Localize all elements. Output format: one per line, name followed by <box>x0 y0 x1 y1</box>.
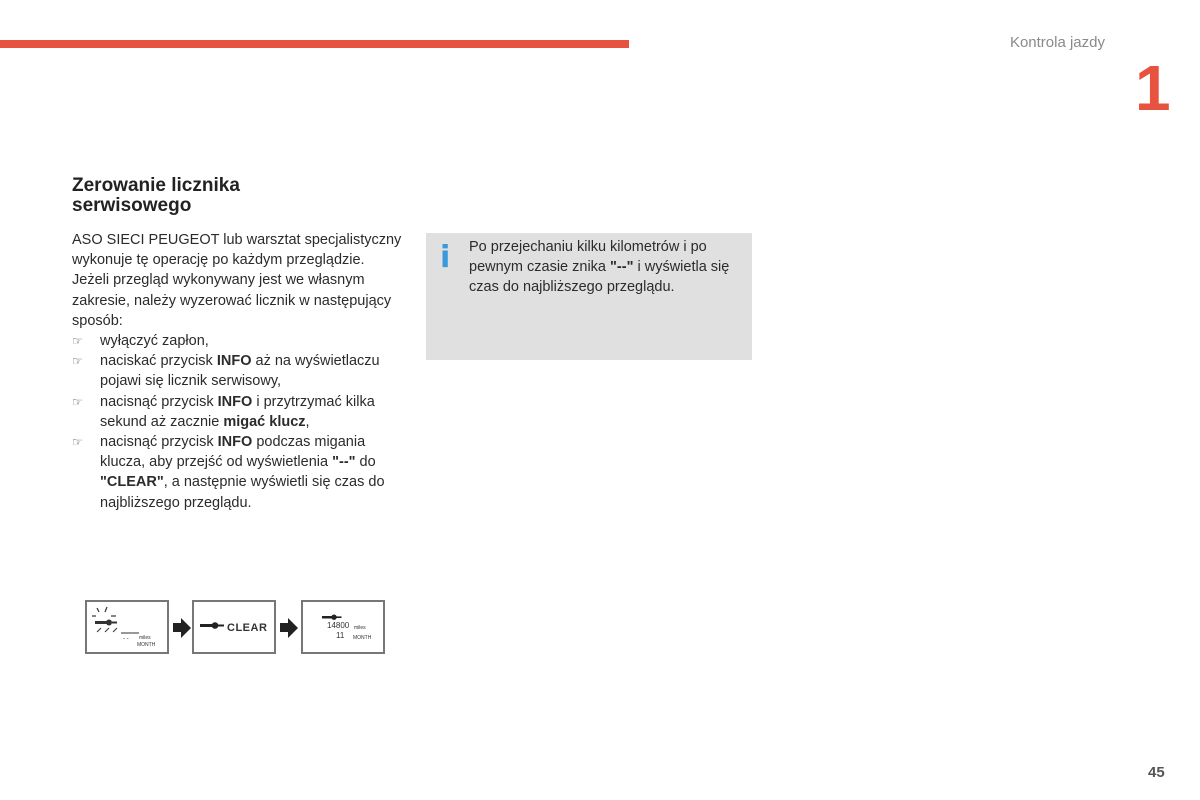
section-title-line2: serwisowego <box>72 195 192 216</box>
unit-miles: miles <box>139 635 151 641</box>
chapter-number: 1 <box>1135 52 1171 124</box>
step-text: do <box>355 454 376 471</box>
step-item <box>72 331 402 351</box>
step-text: , <box>305 413 310 430</box>
step-item <box>72 351 402 391</box>
pointing-hand-icon: ☞ <box>72 334 83 349</box>
unit-miles: miles <box>354 625 366 631</box>
step-bold: INFO <box>216 353 252 370</box>
step-item <box>72 432 402 513</box>
step-bold: INFO <box>217 434 253 451</box>
info-text-part: i wyświetla się czas do najbliższego przeglądu. <box>469 259 730 296</box>
steps-list <box>72 331 402 513</box>
step-item <box>72 392 402 432</box>
months-value: 11 <box>336 631 345 640</box>
info-text <box>469 237 739 298</box>
step-text: i przytrzymać kilka sekund aż zacznie <box>100 393 375 430</box>
chapter-label: Kontrola jazdy <box>1009 34 1105 51</box>
page-number: 45 <box>1148 764 1165 781</box>
pointing-hand-icon: ☞ <box>72 354 83 369</box>
step-text: wyłączyć zapłon, <box>100 333 209 350</box>
step-bold: migać klucz <box>223 413 306 430</box>
display-panel-clear <box>192 600 276 654</box>
info-icon: i <box>440 240 451 275</box>
step-text: podczas migania klucza, aby przejść od wyświetlenia <box>100 434 366 471</box>
step-text: nacisnąć przycisk <box>100 434 218 451</box>
step-bold: INFO <box>217 393 253 410</box>
step-text: nacisnąć przycisk <box>100 393 218 410</box>
header-accent-bar <box>0 40 629 48</box>
display-panel-next-service <box>301 600 385 654</box>
step-text: naciskać przycisk <box>100 353 217 370</box>
section-title <box>72 176 372 216</box>
pointing-hand-icon: ☞ <box>72 435 83 450</box>
intro-paragraph: ASO SIECI PEUGEOT lub warsztat specjalistyczny wykonuje tę operację po każdym przeglądzie. <box>72 232 402 269</box>
dashes-text: - - <box>123 636 129 642</box>
pointing-hand-icon: ☞ <box>72 394 83 409</box>
section-title-line1: Zerowanie licznika <box>72 175 240 196</box>
wrench-icon <box>198 602 228 652</box>
info-text-bold: "--" <box>610 259 634 276</box>
distance-value: 14800 <box>327 621 350 630</box>
display-sequence-diagram <box>85 600 390 660</box>
clear-text: CLEAR <box>227 622 268 634</box>
step-text: aż na wyświetlaczu pojawi się licznik serwisowy, <box>100 353 380 390</box>
unit-month: MONTH <box>137 642 156 648</box>
intro-paragraph: Jeżeli przegląd wykonywany jest we własnym zakresie, należy wyzerować licznik w następujący sposób: <box>72 272 392 329</box>
section-body <box>72 230 402 513</box>
info-text-part: Po przejechaniu kilku kilometrów i po pewnym czasie znika <box>469 239 707 276</box>
info-box <box>426 233 752 360</box>
display-panel-flashing-wrench <box>85 600 169 654</box>
step-bold: "CLEAR" <box>100 474 164 491</box>
unit-month: MONTH <box>353 635 372 641</box>
step-text: , a następnie wyświetli się czas do najbliższego przeglądu. <box>100 474 385 511</box>
step-bold: "--" <box>332 454 356 471</box>
